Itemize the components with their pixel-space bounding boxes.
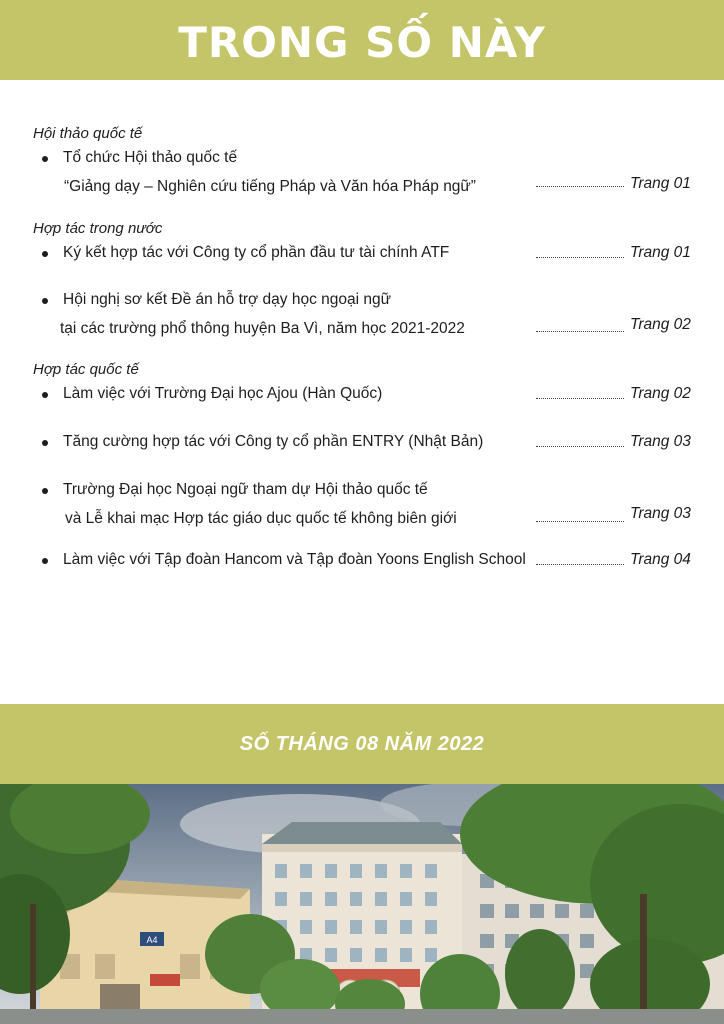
bullet-icon	[42, 156, 48, 162]
toc-page-ref: Trang 01	[630, 175, 691, 192]
bullet-icon	[42, 251, 48, 257]
toc-page-ref: Trang 03	[630, 433, 691, 450]
toc-item-title: Ký kết hợp tác với Công ty cổ phần đầu tư tài chính ATF	[63, 244, 450, 261]
toc-item-title: Trường Đại học Ngoại ngữ tham dự Hội thảo quốc tế	[63, 481, 428, 498]
building-sign-label: A4	[146, 935, 158, 945]
toc-page-ref: Trang 01	[630, 244, 691, 261]
toc-item-subtitle: tại các trường phổ thông huyện Ba Vì, năm học 2021-2022	[60, 320, 465, 337]
ground	[0, 1009, 724, 1024]
bullet-icon	[42, 440, 48, 446]
bullet-icon	[42, 392, 48, 398]
toc-page-ref: Trang 03	[630, 505, 691, 522]
toc-item-subtitle: và Lễ khai mạc Hợp tác giáo dục quốc tế không biên giới	[65, 510, 457, 527]
bullet-icon	[42, 558, 48, 564]
campus-photo	[0, 784, 724, 1024]
bullet-icon	[42, 488, 48, 494]
toc-item-title: Làm việc với Tập đoàn Hancom và Tập đoàn Yoons English School	[63, 551, 526, 568]
dot-leader	[536, 398, 624, 399]
page-title: TRONG SỐ NÀY	[178, 17, 546, 67]
section-heading-international-cooperation: Hợp tác quốc tế	[33, 361, 139, 378]
dot-leader	[536, 446, 624, 447]
dot-leader	[536, 521, 624, 522]
dot-leader	[536, 257, 624, 258]
section-heading-international-conference: Hội thảo quốc tế	[33, 125, 143, 142]
section-heading-domestic-cooperation: Hợp tác trong nước	[33, 220, 163, 237]
toc-item-title: Làm việc với Trường Đại học Ajou (Hàn Quốc)	[63, 385, 383, 402]
dot-leader	[536, 331, 624, 332]
toc-item-title: Tổ chức Hội thảo quốc tế	[63, 149, 238, 166]
toc-item-subtitle: “Giảng dạy – Nghiên cứu tiếng Pháp và Văn hóa Pháp ngữ”	[64, 178, 476, 195]
toc-page-ref: Trang 04	[630, 551, 691, 568]
bullet-icon	[42, 298, 48, 304]
header-band	[0, 0, 724, 80]
toc-item-title: Tăng cường hợp tác với Công ty cổ phần ENTRY (Nhật Bản)	[63, 433, 484, 450]
toc-page-ref: Trang 02	[630, 385, 691, 402]
issue-band	[0, 704, 724, 784]
toc-page-ref: Trang 02	[630, 316, 691, 333]
toc-item-title: Hội nghị sơ kết Đề án hỗ trợ dạy học ngoại ngữ	[63, 291, 391, 308]
dot-leader	[536, 186, 624, 187]
issue-label: SỐ THÁNG 08 NĂM 2022	[239, 732, 485, 755]
dot-leader	[536, 564, 624, 565]
